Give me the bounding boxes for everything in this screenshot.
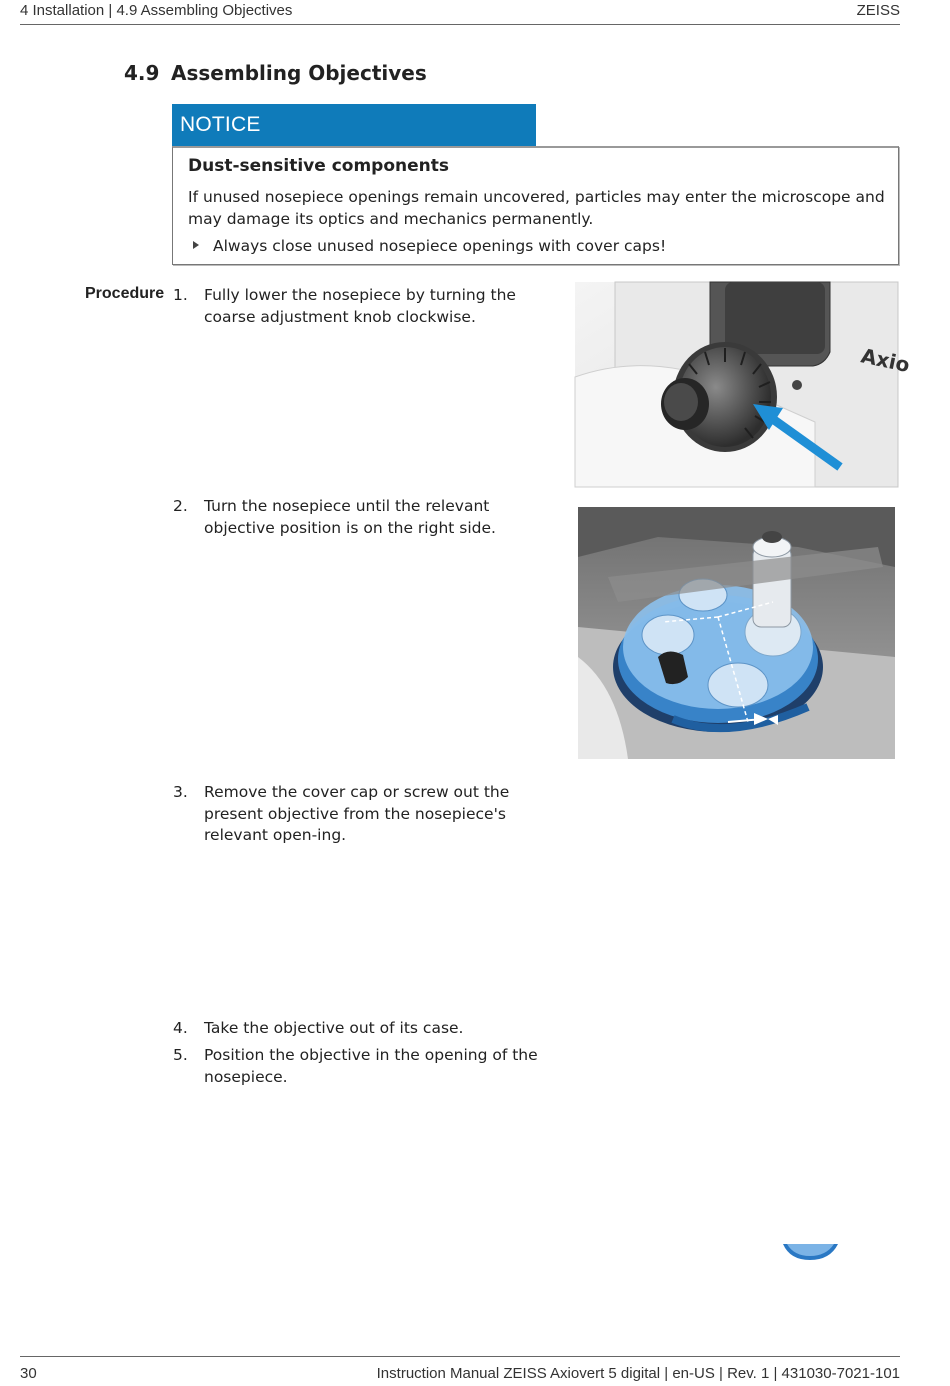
step-text: Position the objective in the opening of the nosepiece. [204,1046,538,1086]
procedure-label: Procedure [85,285,165,302]
step-text: Take the objective out of its case. [204,1019,464,1037]
notice-label: NOTICE [180,113,261,136]
header-brand: ZEISS [856,2,900,19]
step-text: Remove the cover cap or screw out the present objective from the nosepiece's relevant open-ing. [204,783,510,844]
step-number: 1. [173,286,188,304]
header-breadcrumb: 4 Installation | 4.9 Assembling Objectives [20,2,293,19]
procedure-step-1 [173,285,563,328]
notice-heading: Dust-sensitive components [188,156,449,176]
step-text: Fully lower the nosepiece by turning the coarse adjustment knob clockwise. [204,286,516,326]
step-number: 3. [173,783,188,801]
figure-coarse-knob [575,282,912,487]
bullet-triangle-icon [193,241,199,249]
step-number: 2. [173,497,188,515]
procedure-step-3 [173,782,559,847]
step-number: 5. [173,1046,188,1064]
notice-action [193,237,666,255]
footer-divider [20,1356,900,1357]
footer-doc-info: Instruction Manual ZEISS Axiovert 5 digital | en-US | Rev. 1 | 431030-7021-101 [376,1365,900,1382]
section-number: 4.9 [124,61,160,85]
notice-text: If unused nosepiece openings remain uncovered, particles may enter the microscope and may damage its optics and mechanics permanently. [188,188,885,228]
section-title [124,61,427,85]
procedure-step-4 [173,1018,563,1040]
header-divider [20,24,900,25]
footer-page-number: 30 [20,1365,37,1382]
procedure-step-5 [173,1045,543,1088]
step-number: 4. [173,1019,188,1037]
step-text: Turn the nosepiece until the relevant objective position is on the right side. [204,497,496,537]
procedure-step-2 [173,496,563,539]
notice-action-text: Always close unused nosepiece openings with cover caps! [213,237,667,255]
figure-brand-text: Axio [858,343,912,378]
figure-partial-objective [590,1244,898,1274]
figure-nosepiece [578,507,895,759]
section-title-text: Assembling Objectives [171,61,427,85]
